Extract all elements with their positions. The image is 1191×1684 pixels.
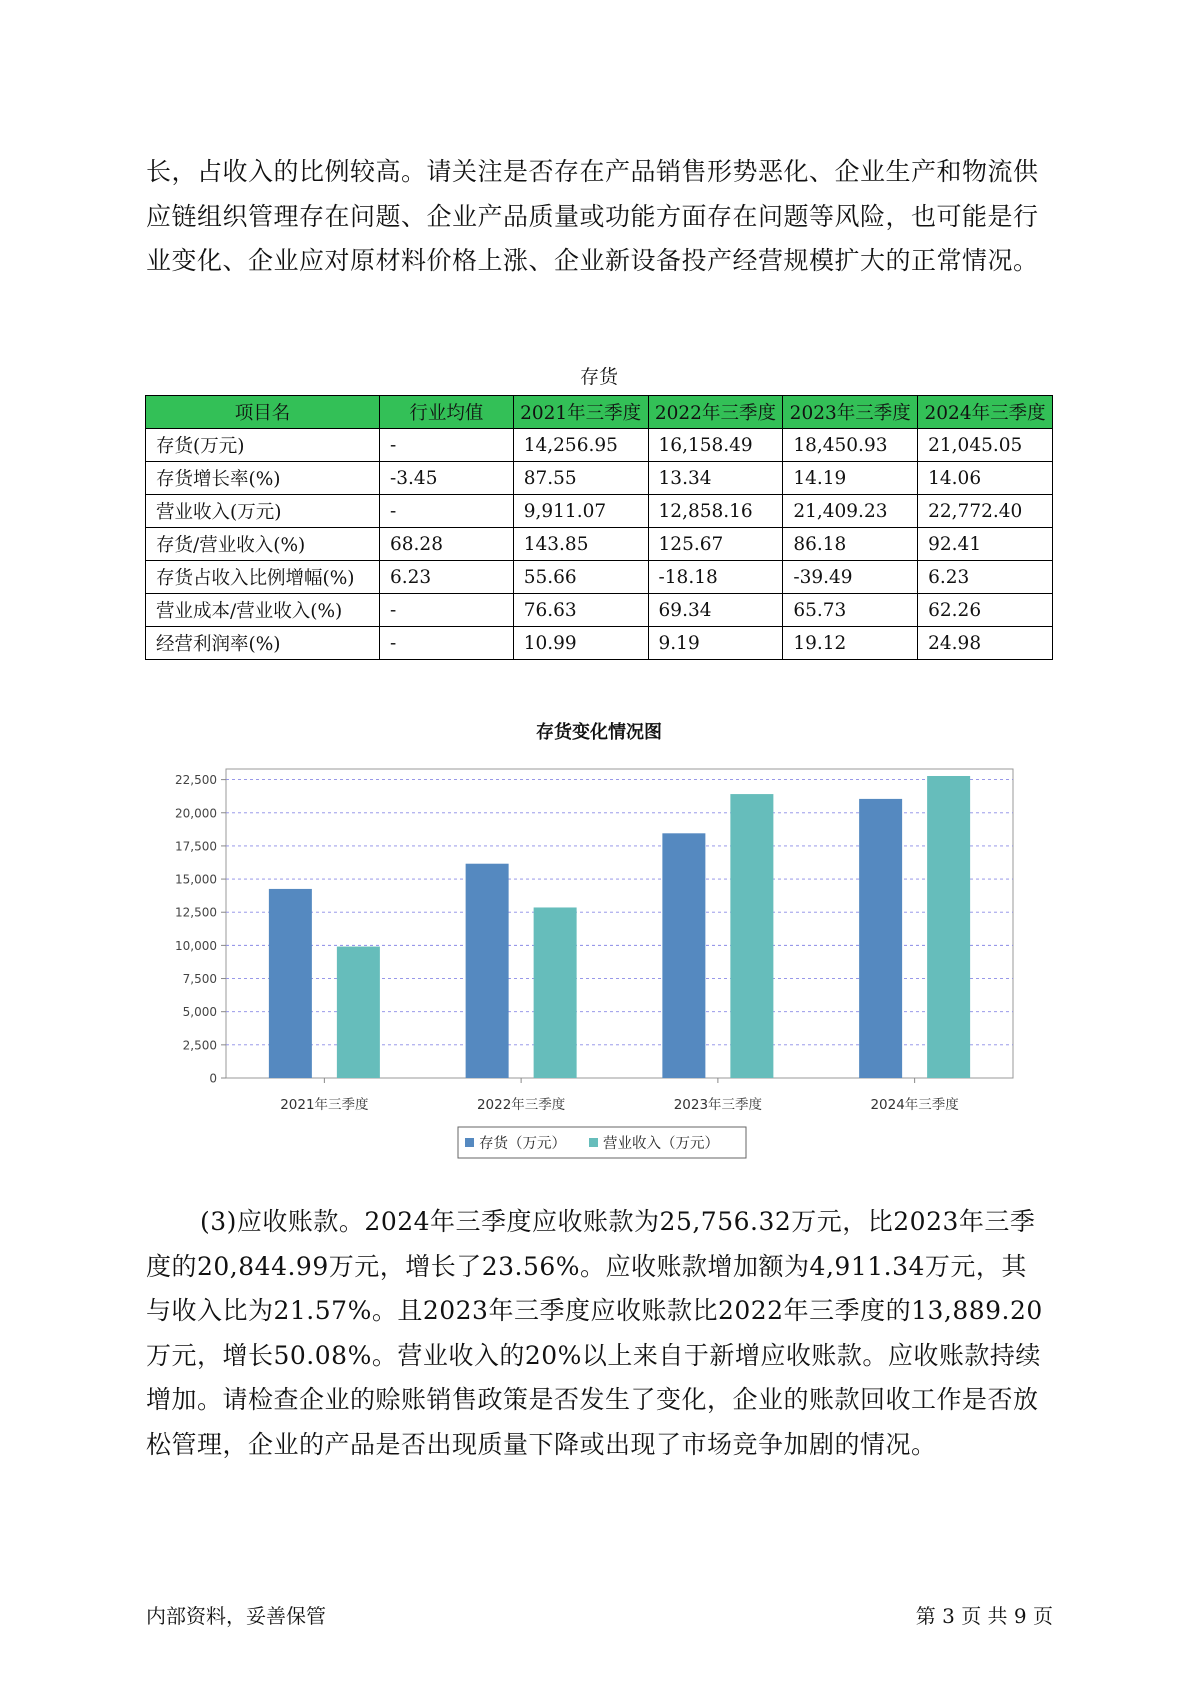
table-cell: 65.73 [783, 594, 918, 627]
legend-swatch [465, 1138, 474, 1147]
table-cell: - [380, 594, 514, 627]
paragraph-intro: 长，占收入的比例较高。请关注是否存在产品销售形势恶化、企业生产和物流供应链组织管理存在问题、企业产品质量或功能方面存在问题等风险，也可能是行业变化、企业应对原材料价格上涨、企业新设备投产经营规模扩大的正常情况。 [146, 157, 1039, 275]
x-tick-label: 2022年三季度 [476, 1097, 566, 1113]
table-cell: 12,858.16 [648, 495, 783, 528]
table-cell: 92.41 [918, 528, 1053, 561]
table-cell: 营业成本/营业收入(%) [146, 594, 380, 627]
table-cell: 18,450.93 [783, 429, 918, 462]
x-tick-label: 2024年三季度 [870, 1097, 959, 1113]
table-cell: 21,409.23 [783, 495, 918, 528]
y-tick-label: 7,500 [182, 972, 217, 987]
legend-label: 营业收入（万元） [603, 1136, 719, 1152]
table-caption: 存货 [579, 366, 618, 388]
bar-inventory [466, 864, 509, 1078]
table-cell: 125.67 [648, 528, 783, 561]
table-cell: 存货增长率(%) [146, 462, 380, 495]
y-tick-label: 20,000 [175, 806, 217, 821]
x-tick-label: 2023年三季度 [673, 1097, 763, 1113]
table-cell: 16,158.49 [648, 429, 783, 462]
table-cell: 14.06 [918, 462, 1053, 495]
y-tick-label: 2,500 [182, 1038, 217, 1053]
y-tick-label: 10,000 [175, 938, 217, 953]
table-cell: 6.23 [380, 561, 514, 594]
table-cell: 87.55 [513, 462, 648, 495]
table-cell: 86.18 [783, 528, 918, 561]
table-cell: -39.49 [783, 561, 918, 594]
legend-swatch [589, 1138, 598, 1147]
y-tick-label: 22,500 [175, 773, 217, 788]
header-cell: 2023年三季度 [783, 396, 918, 429]
table-cell: -3.45 [380, 462, 514, 495]
header-cell: 2021年三季度 [513, 396, 648, 429]
y-tick-label: 12,500 [175, 905, 217, 920]
table-cell: 14.19 [783, 462, 918, 495]
chart-title: 存货变化情况图 [536, 722, 662, 743]
bar-inventory [662, 833, 705, 1078]
table-cell: 经营利润率(%) [146, 627, 380, 660]
table-cell: 19.12 [783, 627, 918, 660]
y-tick-label: 0 [209, 1071, 217, 1086]
footer-page-number: 第 3 页 共 9 页 [915, 1604, 1053, 1628]
table-cell: 22,772.40 [918, 495, 1053, 528]
table-cell: 营业收入(万元) [146, 495, 380, 528]
bar-inventory [269, 889, 312, 1078]
table-cell: 62.26 [918, 594, 1053, 627]
footer-confidential-note: 内部资料，妥善保管 [146, 1604, 326, 1628]
y-tick-label: 17,500 [175, 839, 217, 854]
table-cell: - [380, 627, 514, 660]
table-cell: 13.34 [648, 462, 783, 495]
paragraph-receivables: (3)应收账款。2024年三季度应收账款为25,756.32万元，比2023年三季度的20,844.99万元，增长了23.56%。应收账款增加额为4,911.34万元，其与收入比为21.57%。且2023年三季度应收账款比2022年三季度的13,889.20万元，增长50.08%。营业收入的20%以上来自于新增应收账款。应收账款持续增加。请检查企业的赊账销售政策是否发生了变化，企业的账款回收工作是否放松管理，企业的产品是否出现质量下降或出现了市场竞争加剧的情况。 [146, 1207, 1043, 1459]
x-tick-label: 2021年三季度 [280, 1097, 369, 1113]
table-cell: 143.85 [513, 528, 648, 561]
header-cell: 2024年三季度 [918, 396, 1053, 429]
bar-revenue [337, 947, 380, 1078]
header-cell: 行业均值 [380, 396, 514, 429]
bar-revenue [534, 907, 577, 1078]
table-cell: -18.18 [648, 561, 783, 594]
bar-revenue [927, 776, 970, 1078]
table-cell: - [380, 429, 514, 462]
table-cell: 存货(万元) [146, 429, 380, 462]
header-cell: 项目名 [146, 396, 380, 429]
legend-label: 存货（万元） [479, 1136, 566, 1152]
table-cell: 6.23 [918, 561, 1053, 594]
table-cell: 68.28 [380, 528, 514, 561]
table-cell: 76.63 [513, 594, 648, 627]
table-cell: 存货/营业收入(%) [146, 528, 380, 561]
bar-inventory [859, 799, 902, 1078]
table-cell: 9,911.07 [513, 495, 648, 528]
table-cell: 21,045.05 [918, 429, 1053, 462]
table-cell: 55.66 [513, 561, 648, 594]
y-tick-label: 15,000 [175, 872, 217, 887]
bar-revenue [730, 794, 773, 1078]
table-cell: 24.98 [918, 627, 1053, 660]
table-cell: 69.34 [648, 594, 783, 627]
table-cell: 14,256.95 [513, 429, 648, 462]
header-cell: 2022年三季度 [648, 396, 783, 429]
table-cell: 存货占收入比例增幅(%) [146, 561, 380, 594]
table-cell: 10.99 [513, 627, 648, 660]
table-cell: - [380, 495, 514, 528]
y-tick-label: 5,000 [182, 1005, 217, 1020]
table-cell: 9.19 [648, 627, 783, 660]
